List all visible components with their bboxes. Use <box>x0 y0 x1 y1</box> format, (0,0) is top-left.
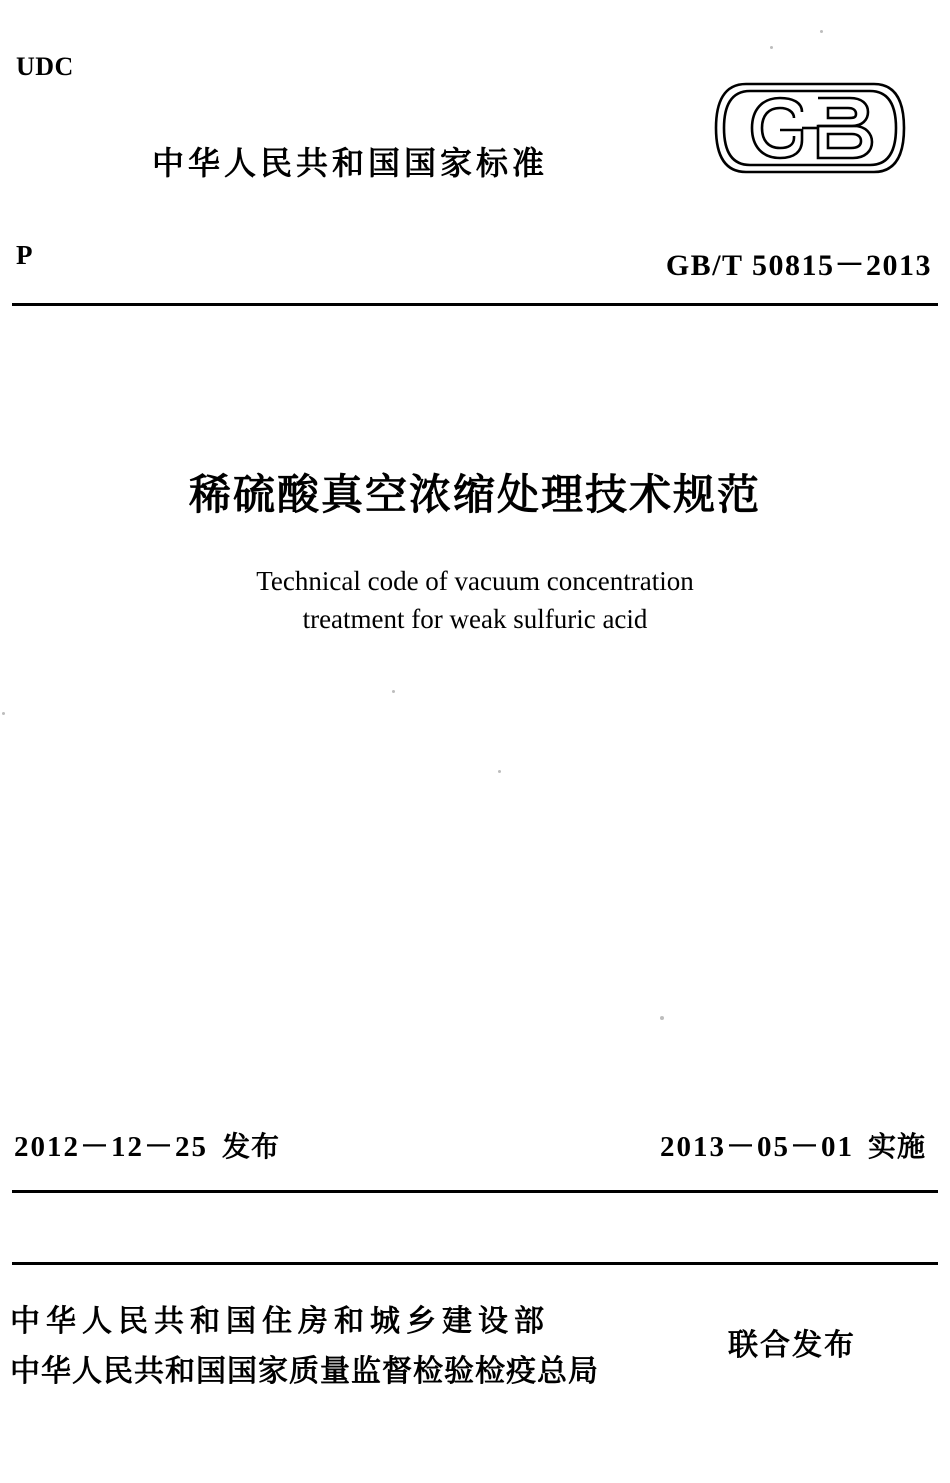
divider-top <box>12 303 938 306</box>
title-chinese: 稀硫酸真空浓缩处理技术规范 <box>188 470 761 519</box>
divider-middle <box>12 1190 938 1193</box>
title-english-line2: treatment for weak sulfuric acid <box>302 604 648 634</box>
scan-speck <box>770 46 773 49</box>
classification-mark: P <box>16 240 33 270</box>
scan-speck <box>820 30 823 33</box>
publisher-block <box>10 1296 710 1390</box>
issue-label: 发布 <box>222 1130 281 1163</box>
publisher-line-2: 中华人民共和国国家质量监督检验检疫总局 <box>10 1354 599 1389</box>
issue-date: 2012－12－25 <box>14 1131 209 1163</box>
publisher-line-1: 中华人民共和国住房和城乡建设部 <box>10 1304 550 1339</box>
scan-speck <box>2 712 5 715</box>
udc-label: UDC <box>16 52 74 81</box>
effective-date: 2013－05－01 <box>659 1131 854 1163</box>
title-english-line1: Technical code of vacuum concentration <box>256 566 694 596</box>
issue-date-block <box>14 1124 280 1165</box>
scan-speck <box>660 1016 664 1020</box>
scan-speck <box>392 690 395 693</box>
gb-emblem-icon <box>710 68 910 188</box>
effective-label: 实施 <box>867 1130 926 1163</box>
joint-issue-label: 联合发布 <box>728 1328 856 1363</box>
standard-number: GB/T 50815－2013 <box>665 249 932 282</box>
divider-bottom <box>12 1262 938 1265</box>
scan-speck <box>498 770 501 773</box>
national-standard-heading: 中华人民共和国国家标准 <box>151 144 548 182</box>
title-english <box>0 562 950 638</box>
effective-date-block <box>660 1124 926 1165</box>
